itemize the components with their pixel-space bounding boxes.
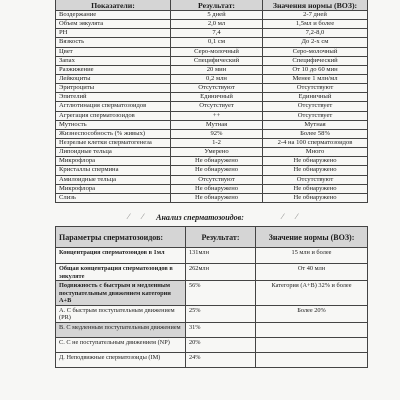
cell-norm: Единичный bbox=[263, 93, 368, 102]
cell-result: 56% bbox=[186, 281, 256, 306]
cell-param: A. С быстрым поступательным движением (PR) bbox=[56, 305, 186, 322]
table-header-row bbox=[56, 0, 368, 11]
section-title: Анализ сперматозоидов: bbox=[156, 213, 244, 222]
table-body bbox=[56, 11, 368, 203]
table-row bbox=[56, 111, 368, 120]
cell-param: Агглютинация сперматозоидов bbox=[56, 102, 171, 111]
cell-param: Эпителий bbox=[56, 93, 171, 102]
cell-param: Общая концентрация сперматозоидов в эякуляте bbox=[56, 264, 186, 281]
cell-param: PH bbox=[56, 29, 171, 38]
cell-result: 7,4 bbox=[171, 29, 263, 38]
table-row bbox=[56, 120, 368, 129]
header-norm: Значения нормы (ВОЗ): bbox=[263, 0, 368, 11]
cell-param: Подвижность с быстрым и медленным поступательным движением категории А+В bbox=[56, 281, 186, 306]
cell-param: Вязкость bbox=[56, 38, 171, 47]
header-result: Результат: bbox=[171, 0, 263, 11]
cell-result: Не обнаружено bbox=[171, 166, 263, 175]
table-row bbox=[56, 184, 368, 193]
cell-result: 92% bbox=[171, 129, 263, 138]
cell-param: Воздержание bbox=[56, 11, 171, 20]
cell-result: Отсутствует bbox=[171, 102, 263, 111]
cell-param: Агрегация сперматозоидов bbox=[56, 111, 171, 120]
cell-norm bbox=[256, 352, 368, 367]
table-row bbox=[56, 175, 368, 184]
cell-norm: Более 58% bbox=[263, 129, 368, 138]
cell-norm: До 2-х см bbox=[263, 38, 368, 47]
cell-param: Цвет bbox=[56, 47, 171, 56]
table-row bbox=[56, 157, 368, 166]
table-row bbox=[56, 148, 368, 157]
pin-icon: ⁄ bbox=[296, 212, 298, 221]
cell-param: Лейкоциты bbox=[56, 74, 171, 83]
table-row bbox=[56, 20, 368, 29]
cell-param: Запах bbox=[56, 56, 171, 65]
cell-norm bbox=[256, 337, 368, 352]
cell-param: Концентрация сперматозоидов в 1мл bbox=[56, 248, 186, 264]
table-row bbox=[56, 38, 368, 47]
cell-norm: Специфический bbox=[263, 56, 368, 65]
cell-result: 5 дней bbox=[171, 11, 263, 20]
table-row bbox=[56, 74, 368, 83]
table-row bbox=[56, 129, 368, 138]
cell-norm: Не обнаружено bbox=[263, 157, 368, 166]
cell-norm: Категория (А+В) 32% и более bbox=[256, 281, 368, 306]
cell-norm: Много bbox=[263, 148, 368, 157]
table-header-row bbox=[56, 227, 368, 248]
table-row bbox=[56, 248, 368, 264]
cell-norm: 2-4 на 100 сперматозоидов bbox=[263, 138, 368, 147]
cell-result: 131млн bbox=[186, 248, 256, 264]
cell-result: Отсутствуют bbox=[171, 84, 263, 93]
cell-result: 262млн bbox=[186, 264, 256, 281]
cell-norm: От 10 до 60 мин bbox=[263, 65, 368, 74]
cell-result: 20% bbox=[186, 337, 256, 352]
cell-norm: Не обнаружено bbox=[263, 184, 368, 193]
sperm-analysis-table bbox=[55, 226, 368, 368]
table-row bbox=[56, 264, 368, 281]
cell-param: Объем эякулята bbox=[56, 20, 171, 29]
cell-norm: Отсутствует bbox=[263, 102, 368, 111]
cell-param: C. С не поступательным движением (NP) bbox=[56, 337, 186, 352]
cell-param: Незрелые клетки сперматогенеза bbox=[56, 138, 171, 147]
table-row bbox=[56, 193, 368, 202]
cell-param: Липоидные тельца bbox=[56, 148, 171, 157]
cell-norm: 1,5мл и более bbox=[263, 20, 368, 29]
cell-param: B. С медленным поступательным движением bbox=[56, 322, 186, 337]
cell-norm: Менее 1 млн/мл bbox=[263, 74, 368, 83]
cell-result: ++ bbox=[171, 111, 263, 120]
cell-result: 1-2 bbox=[171, 138, 263, 147]
pin-icon: ⁄ bbox=[128, 212, 130, 221]
cell-param: Амилоидные тельца bbox=[56, 175, 171, 184]
header-param: Параметры сперматозоидов: bbox=[56, 227, 186, 248]
table-body bbox=[56, 248, 368, 368]
pin-icon: ⁄ bbox=[282, 212, 284, 221]
cell-param: Эритроциты bbox=[56, 84, 171, 93]
cell-norm: От 40 млн bbox=[256, 264, 368, 281]
cell-norm: 7,2-8,0 bbox=[263, 29, 368, 38]
cell-result: Не обнаружено bbox=[171, 193, 263, 202]
cell-param: Кристаллы спермина bbox=[56, 166, 171, 175]
cell-norm bbox=[256, 322, 368, 337]
cell-result: Отсутствуют bbox=[171, 175, 263, 184]
table-row bbox=[56, 166, 368, 175]
pin-icon: ⁄ bbox=[142, 212, 144, 221]
cell-result: 0,1 см bbox=[171, 38, 263, 47]
cell-param: Слизь bbox=[56, 193, 171, 202]
cell-norm: Отсутствуют bbox=[263, 175, 368, 184]
table-row bbox=[56, 337, 368, 352]
cell-param: Микрофлора bbox=[56, 184, 171, 193]
cell-norm: Отсутствует bbox=[263, 111, 368, 120]
cell-result: 25% bbox=[186, 305, 256, 322]
cell-result: Умерено bbox=[171, 148, 263, 157]
cell-param: Жизнеспособность (% живых) bbox=[56, 129, 171, 138]
cell-norm: Отсутствуют bbox=[263, 84, 368, 93]
table-row bbox=[56, 11, 368, 20]
cell-result: Серо-молочный bbox=[171, 47, 263, 56]
cell-param: Разжижение bbox=[56, 65, 171, 74]
table-row bbox=[56, 322, 368, 337]
cell-norm: Более 20% bbox=[256, 305, 368, 322]
cell-norm: Мутная bbox=[263, 120, 368, 129]
cell-result: Не обнаружено bbox=[171, 157, 263, 166]
table-row bbox=[56, 65, 368, 74]
cell-result: Специфический bbox=[171, 56, 263, 65]
cell-norm: Серо-молочный bbox=[263, 47, 368, 56]
cell-param: Д. Неподвижные сперматозоиды (IM) bbox=[56, 352, 186, 367]
cell-result: 20 мин bbox=[171, 65, 263, 74]
cell-result: 24% bbox=[186, 352, 256, 367]
cell-param: Мутность bbox=[56, 120, 171, 129]
table-row bbox=[56, 29, 368, 38]
table-row bbox=[56, 102, 368, 111]
cell-result: Мутная bbox=[171, 120, 263, 129]
table-row bbox=[56, 56, 368, 65]
cell-result: 31% bbox=[186, 322, 256, 337]
cell-param: Микрофлора bbox=[56, 157, 171, 166]
table-row bbox=[56, 84, 368, 93]
table-row bbox=[56, 281, 368, 306]
cell-result: Не обнаружено bbox=[171, 184, 263, 193]
cell-result: 2,0 мл bbox=[171, 20, 263, 29]
semen-parameters-table bbox=[55, 0, 368, 203]
cell-norm: Не обнаружено bbox=[263, 166, 368, 175]
cell-result: 0,2 млн bbox=[171, 74, 263, 83]
header-norm: Значение нормы (ВОЗ): bbox=[256, 227, 368, 248]
header-param: Показатели: bbox=[56, 0, 171, 11]
table-row bbox=[56, 93, 368, 102]
header-result: Результат: bbox=[186, 227, 256, 248]
cell-result: Единичный bbox=[171, 93, 263, 102]
table-row bbox=[56, 305, 368, 322]
cell-norm: 15 млн и более bbox=[256, 248, 368, 264]
table-row bbox=[56, 138, 368, 147]
table-row bbox=[56, 47, 368, 56]
cell-norm: 2-7 дней bbox=[263, 11, 368, 20]
table-row bbox=[56, 352, 368, 367]
cell-norm: Не обнаружено bbox=[263, 193, 368, 202]
